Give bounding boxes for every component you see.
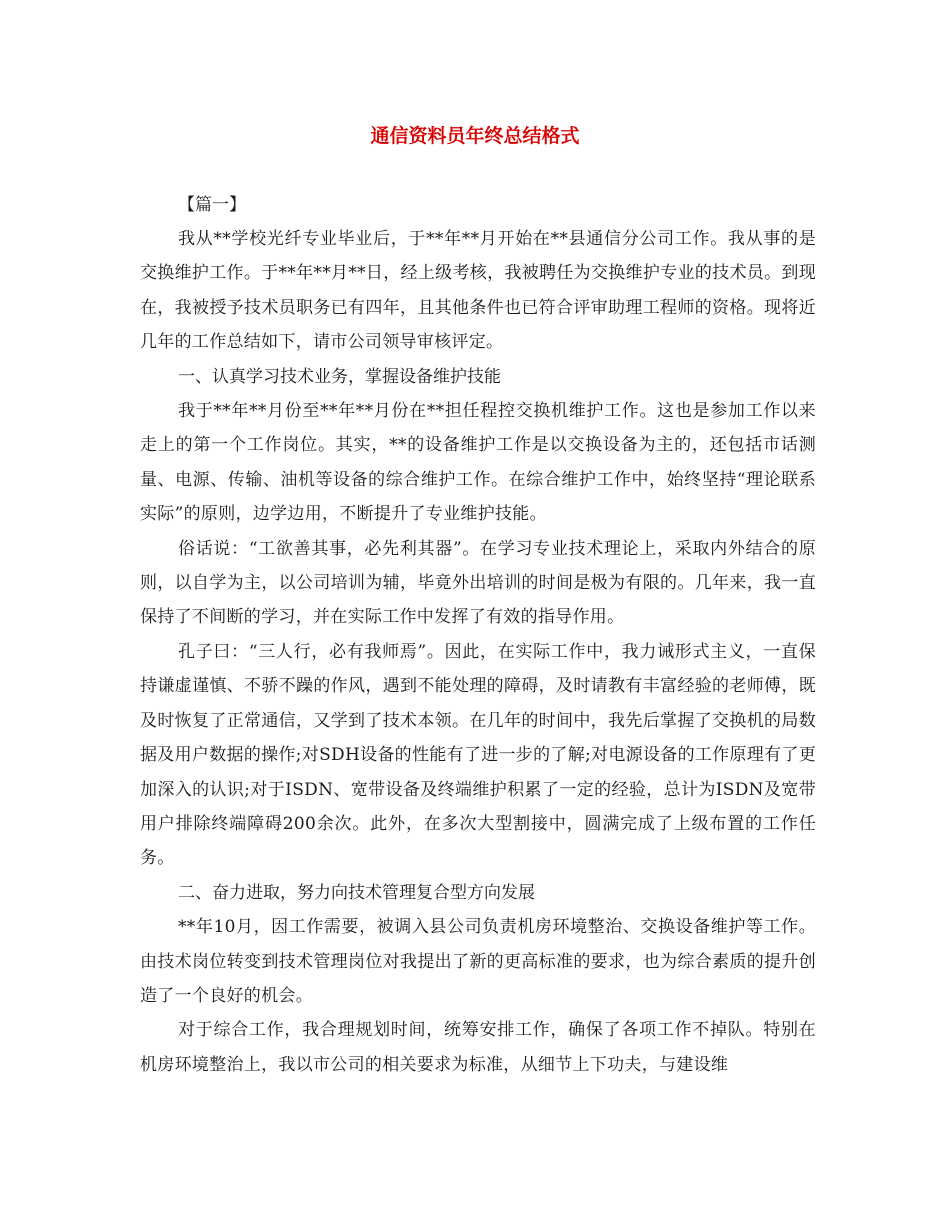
paragraph-5: **年10月，因工作需要，被调入县公司负责机房环境整治、交换设备维护等工作。由技术岗位转变到技术管理岗位对我提出了新的更高标准的要求，也为综合素质的提升创造了一个良好的机会。 — [140, 917, 816, 1006]
section-heading-1: 一、认真学习技术业务，掌握设备维护技能 — [178, 366, 501, 387]
document-title: 通信资料员年终总结格式 — [370, 125, 580, 147]
paragraph-2: 我于**年**月份至**年**月份在**担任程控交换机维护工作。这也是参加工作以来走上的第一个工作岗位。其实，**的设备维护工作是以交换设备为主的，还包括市话测量、电源、传输、油机等设备的综合维护工作。在综合维护工作中，始终坚持“理论联系实际”的原则，边学边用，不断提升了专业维护技能。 — [140, 401, 816, 525]
paragraph-6: 对于综合工作，我合理规划时间，统筹安排工作，确保了各项工作不掉队。特别在机房环境整治上，我以市公司的相关要求为标准，从细节上下功夫，与建设维 — [140, 1020, 816, 1075]
section-label: 【篇一】 — [178, 195, 246, 215]
paragraph-4: 孔子曰：“三人行，必有我师焉”。因此，在实际工作中，我力诫形式主义，一直保持谦虚谨慎、不骄不躁的作风，遇到不能处理的障碍，及时请教有丰富经验的老师傅，既及时恢复了正常通信，又学到了技术本领。在几年的时间中，我先后掌握了交换机的局数据及用户数据的操作;对SDH设备的性能有了进一步的了解;对电源设备的工作原理有了更加深入的认识;对于ISDN、宽带设备及终端维护积累了一定的经验，总计为ISDN及宽带用户排除终端障碍200余次。此外，在多次大型割接中，圆满完成了上级布置的工作任务。 — [140, 641, 816, 869]
paragraph-3: 俗话说：“工欲善其事，必先利其器”。在学习专业技术理论上，采取内外结合的原则，以自学为主，以公司培训为辅，毕竟外出培训的时间是极为有限的。几年来，我一直保持了不间断的学习，并在实际工作中发挥了有效的指导作用。 — [140, 538, 816, 628]
section-heading-2: 二、奋力进取，努力向技术管理复合型方向发展 — [178, 882, 535, 903]
paragraph-1: 我从**学校光纤专业毕业后，于**年**月开始在**县通信分公司工作。我从事的是交换维护工作。于**年**月**日，经上级考核，我被聘任为交换维护专业的技术员。到现在，我被授予技术员职务已有四年，且其他条件也已符合评审助理工程师的资格。现将近几年的工作总结如下，请市公司领导审核评定。 — [140, 229, 816, 353]
document-body — [140, 188, 816, 1082]
